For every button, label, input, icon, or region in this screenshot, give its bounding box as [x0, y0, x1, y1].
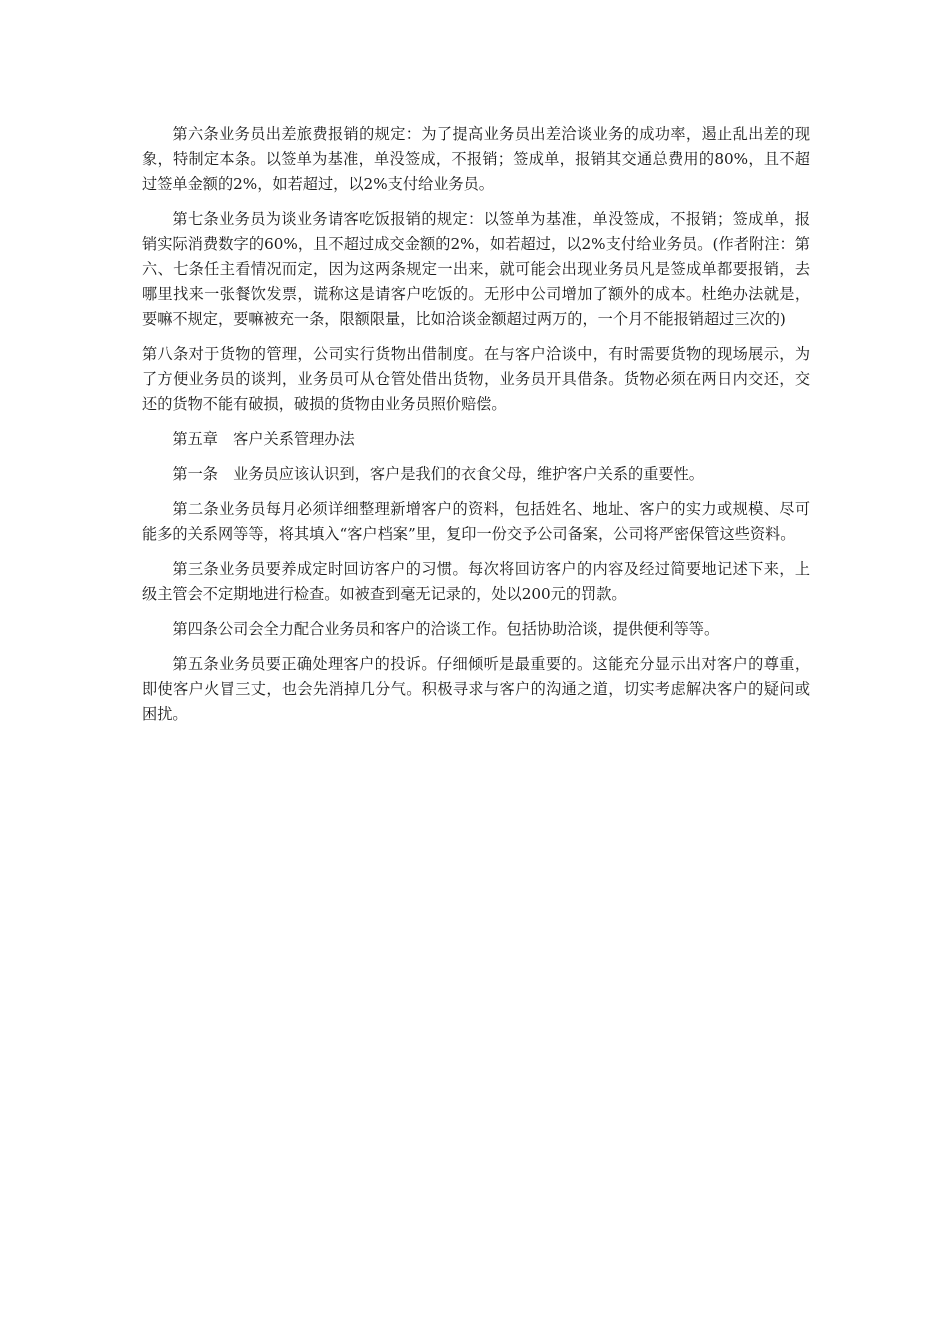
chapter-5-heading: 第五章 客户关系管理办法: [172, 430, 355, 448]
chapter-5-article-2-paragraph: 第二条业务员每月必须详细整理新增客户的资料，包括姓名、地址、客户的实力或规模、尽可能多的关系网等等，将其填入“客户档案”里，复印一份交予公司备案，公司将严密保管这些资料。: [142, 500, 810, 543]
document-page: [142, 122, 810, 737]
chapter-5-article-5-paragraph: 第五条业务员要正确处理客户的投诉。仔细倾听是最重要的。这能充分显示出对客户的尊重，即使客户火冒三丈，也会先消掉几分气。积极寻求与客户的沟通之道，切实考虑解决客户的疑问或困扰。: [142, 655, 810, 723]
article-7-paragraph: 第七条业务员为谈业务请客吃饭报销的规定：以签单为基准，单没签成，不报销；签成单，报销实际消费数字的60%，且不超过成交金额的2%，如若超过，以2%支付给业务员。(作者附注：第六、七条任主看情况而定，因为这两条规定一出来，就可能会出现业务员凡是签成单都要报销，去哪里找来一张餐饮发票，谎称这是请客户吃饭的。无形中公司增加了额外的成本。杜绝办法就是，要嘛不规定，要嘛被充一条，限额限量，比如洽谈金额超过两万的，一个月不能报销超过三次的): [142, 210, 810, 328]
chapter-5-article-3-paragraph: 第三条业务员要养成定时回访客户的习惯。每次将回访客户的内容及经过简要地记述下来，上级主管会不定期地进行检查。如被查到毫无记录的，处以200元的罚款。: [142, 560, 810, 603]
chapter-5-article-4-paragraph: 第四条公司会全力配合业务员和客户的洽谈工作。包括协助洽谈，提供便利等等。: [172, 620, 720, 638]
article-6-paragraph: 第六条业务员出差旅费报销的规定：为了提高业务员出差洽谈业务的成功率，遏止乱出差的现象，特制定本条。以签单为基准，单没签成，不报销；签成单，报销其交通总费用的80%，且不超过签单金额的2%，如若超过，以2%支付给业务员。: [142, 125, 810, 193]
article-8-paragraph: 第八条对于货物的管理，公司实行货物出借制度。在与客户洽谈中，有时需要货物的现场展示，为了方便业务员的谈判，业务员可从仓管处借出货物，业务员开具借条。货物必须在两日内交还，交还的货物不能有破损，破损的货物由业务员照价赔偿。: [142, 345, 810, 413]
chapter-5-article-1-paragraph: 第一条 业务员应该认识到，客户是我们的衣食父母，维护客户关系的重要性。: [172, 465, 704, 483]
